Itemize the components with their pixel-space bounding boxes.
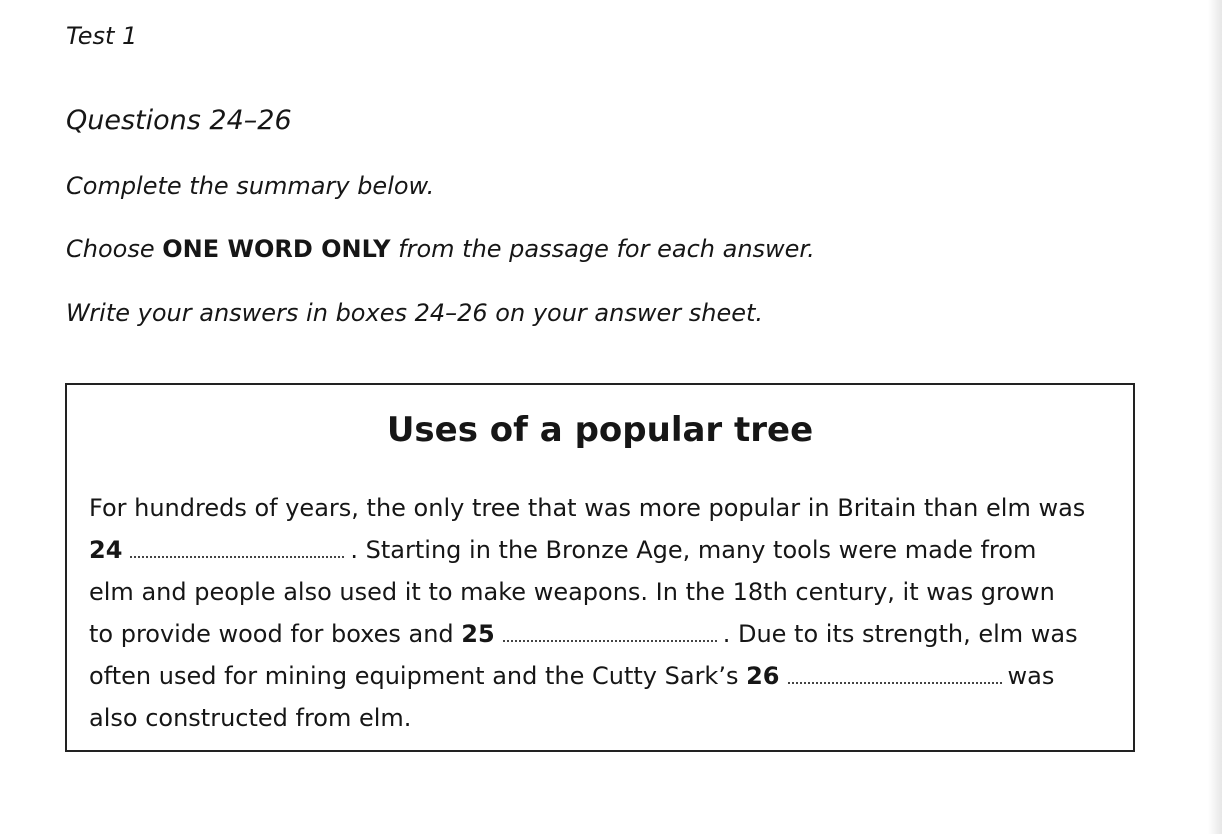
summary-line-3: elm and people also used it to make weapons. In the 18th century, it was grown <box>89 578 1055 606</box>
test-label: Test 1 <box>66 22 138 50</box>
summary-box <box>65 383 1135 752</box>
summary-line-5-after: was <box>1007 662 1055 690</box>
instruction-complete-summary: Complete the summary below. <box>66 172 435 200</box>
summary-line-6: also constructed from elm. <box>89 704 412 732</box>
answer-gap-25[interactable] <box>503 622 717 642</box>
summary-line-5-before: often used for mining equipment and the Cutty Sark’s <box>89 662 747 690</box>
instruction-word-limit-prefix: Choose <box>66 235 163 263</box>
questions-heading: Questions 24–26 <box>66 105 292 136</box>
instruction-word-limit-suffix: from the passage for each answer. <box>390 235 815 263</box>
instruction-answer-boxes: Write your answers in boxes 24–26 on your answer sheet. <box>66 299 764 327</box>
summary-line-2 <box>89 529 1129 571</box>
summary-line-2-text: . Starting in the Bronze Age, many tools were made from <box>350 536 1037 564</box>
summary-title: Uses of a popular tree <box>386 410 814 450</box>
instruction-word-limit-emphasis: ONE WORD ONLY <box>162 235 391 263</box>
summary-line-4-before: to provide wood for boxes and <box>89 620 462 648</box>
summary-text <box>89 487 1129 739</box>
page-edge-shadow <box>1208 0 1222 834</box>
question-number-25: 25 <box>461 620 495 648</box>
summary-line-4 <box>89 613 1129 655</box>
question-number-26: 26 <box>746 662 780 690</box>
instruction-word-limit <box>66 234 815 264</box>
question-number-24: 24 <box>89 536 123 564</box>
summary-line-1: For hundreds of years, the only tree that was more popular in Britain than elm was <box>89 494 1086 522</box>
answer-gap-26[interactable] <box>788 664 1002 684</box>
answer-gap-24[interactable] <box>130 538 344 558</box>
summary-line-4-after: . Due to its strength, elm was <box>722 620 1078 648</box>
summary-line-5 <box>89 655 1129 697</box>
